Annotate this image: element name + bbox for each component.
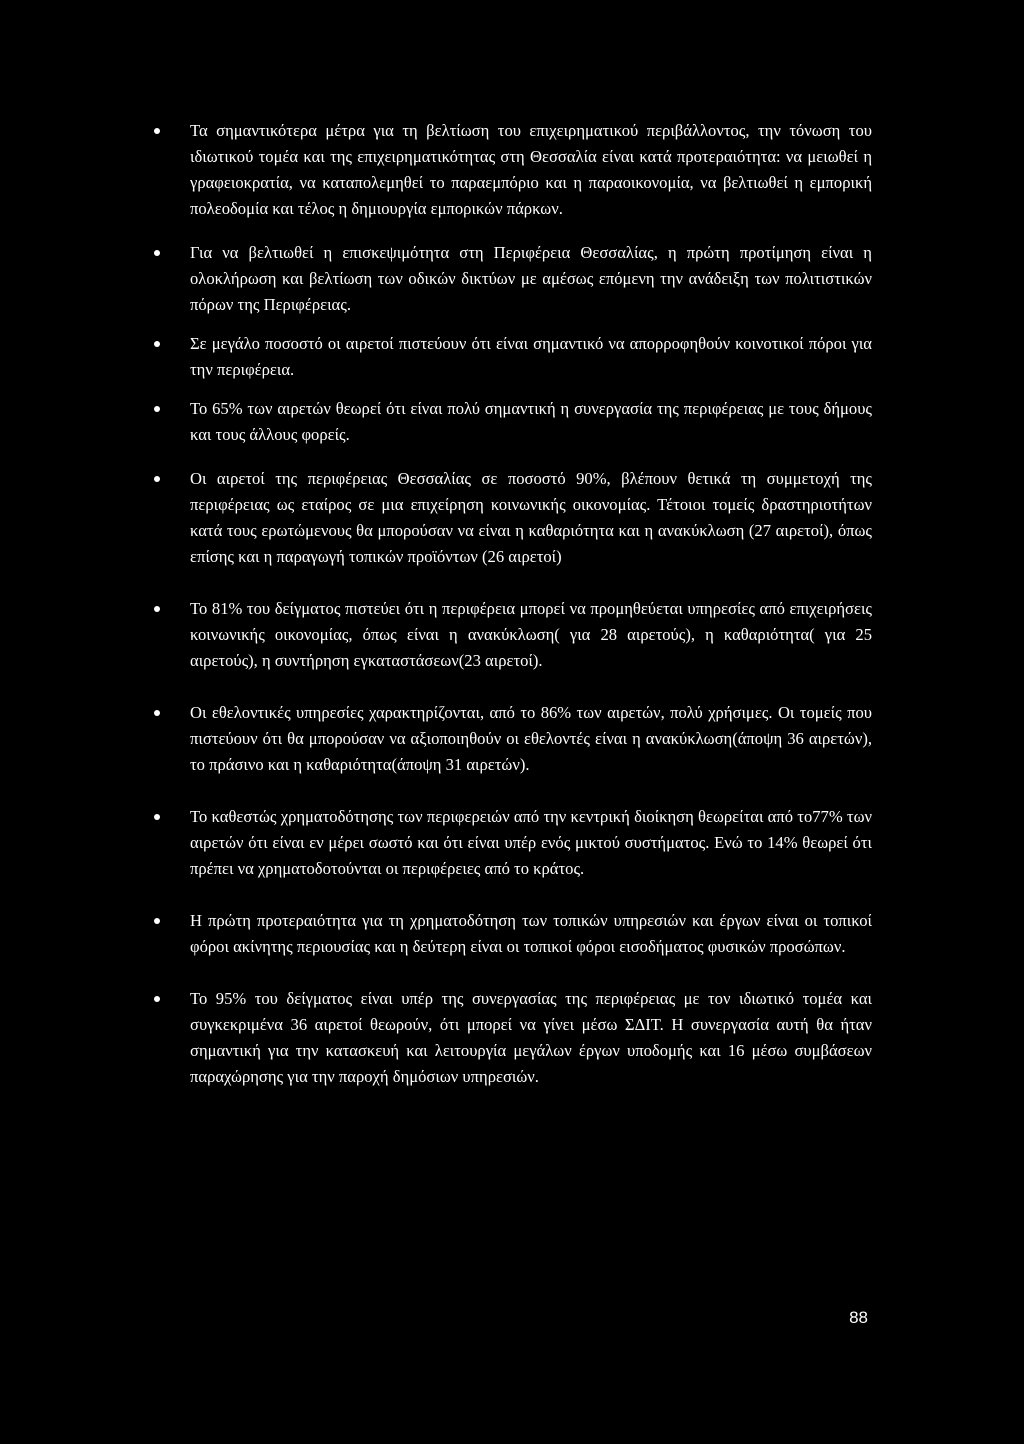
bullet-text-3: Σε μεγάλο ποσοστό οι αιρετοί πιστεύουν ότι είναι σημαντικό να απορροφηθούν κοινοτικοί πόροι για την περιφέρεια.	[190, 334, 872, 379]
bullet-dot-icon	[154, 476, 160, 482]
bullet-text-5: Οι αιρετοί της περιφέρειας Θεσσαλίας σε ποσοστό 90%, βλέπουν θετικά τη συμμετοχή της περιφέρειας ως εταίρος σε μια επιχείρηση κοινωνικής οικονομίας. Τέτοιοι τομείς δραστηριοτήτων κατά τους ερωτώμενους θα μπορούσαν να είναι η καθαριότητα και η ανακύκλωση (27 αιρετοί), όπως επίσης και η παραγωγή τοπικών προϊόντων (26 αιρετοί)	[190, 469, 872, 566]
bullet-text-7: Οι εθελοντικές υπηρεσίες χαρακτηρίζονται, από το 86% των αιρετών, πολύ χρήσιμες. Οι τομείς που πιστεύουν ότι θα μπορούσαν να αξιοποιηθούν οι εθελοντές είναι η ανακύκλωση(άποψη 36 αιρετών), το πράσινο και η καθαριότητα(άποψη 31 αιρετών).	[190, 703, 872, 774]
bullet-list	[152, 118, 872, 1103]
bullet-text-8: Το καθεστώς χρηματοδότησης των περιφερειών από την κεντρική διοίκηση θεωρείται από το77% των αιρετών ότι είναι εν μέρει σωστό και ότι είναι υπέρ ενός μικτού συστήματος. Ενώ το 14% θεωρεί ότι πρέπει να χρηματοδοτούνται οι περιφέρειες από το κράτος.	[190, 807, 872, 878]
bullet-dot-icon	[154, 341, 160, 347]
bullet-item-2	[152, 240, 872, 318]
bullet-dot-icon	[154, 606, 160, 612]
bullet-dot-icon	[154, 710, 160, 716]
bullet-item-8	[152, 804, 872, 882]
bullet-text-9: Η πρώτη προτεραιότητα για τη χρηματοδότηση των τοπικών υπηρεσιών και έργων είναι οι τοπικοί φόροι ακίνητης περιουσίας και η δεύτερη είναι οι τοπικοί φόροι εισοδήματος φυσικών προσώπων.	[190, 911, 872, 956]
page-number: 88	[849, 1308, 868, 1327]
bullet-dot-icon	[154, 406, 160, 412]
bullet-text-2: Για να βελτιωθεί η επισκεψιμότητα στη Περιφέρεια Θεσσαλίας, η πρώτη προτίμηση είναι η ολοκλήρωση και βελτίωση των οδικών δικτύων με αμέσως επόμενη την ανάδειξη των πολιτιστικών πόρων της Περιφέρειας.	[190, 243, 872, 314]
bullet-text-6: Το 81% του δείγματος πιστεύει ότι η περιφέρεια μπορεί να προμηθεύεται υπηρεσίες από επιχειρήσεις κοινωνικής οικονομίας, όπως είναι η ανακύκλωση( για 28 αιρετούς), η καθαριότητα( για 25 αιρετούς), η συντήρηση εγκαταστάσεων(23 αιρετοί).	[190, 599, 872, 670]
bullet-dot-icon	[154, 128, 160, 134]
bullet-dot-icon	[154, 918, 160, 924]
bullet-text-10: Το 95% του δείγματος είναι υπέρ της συνεργασίας της περιφέρειας με τον ιδιωτικό τομέα και συγκεκριμένα 36 αιρετοί θεωρούν, ότι μπορεί να γίνει μέσω ΣΔΙΤ. Η συνεργασία αυτή θα ήταν σημαντική για την κατασκευή και λειτουργία μεγάλων έργων υποδομής και 16 μέσω συμβάσεων παραχώρησης για την παροχή δημόσιων υπηρεσιών.	[190, 989, 872, 1086]
bullet-item-1	[152, 118, 872, 222]
bullet-item-7	[152, 700, 872, 778]
bullet-dot-icon	[154, 814, 160, 820]
bullet-text-4: Το 65% των αιρετών θεωρεί ότι είναι πολύ σημαντική η συνεργασία της περιφέρειας με τους δήμους και τους άλλους φορείς.	[190, 399, 872, 444]
bullet-item-9	[152, 908, 872, 960]
bullet-text-1: Τα σημαντικότερα μέτρα για τη βελτίωση του επιχειρηματικού περιβάλλοντος, την τόνωση του ιδιωτικού τομέα και της επιχειρηματικότητας στη Θεσσαλία είναι κατά προτεραιότητα: να μειωθεί η γραφειοκρατία, να καταπολεμηθεί το παραεμπόριο και η παραοικονομία, να βελτιωθεί η εμπορική πολεοδομία και τέλος η δημιουργία εμπορικών πάρκων.	[190, 121, 872, 218]
bullet-item-10	[152, 986, 872, 1090]
bullet-dot-icon	[154, 250, 160, 256]
bullet-item-5	[152, 466, 872, 570]
bullet-item-3	[152, 331, 872, 383]
bullet-dot-icon	[154, 996, 160, 1002]
bullet-item-6	[152, 596, 872, 674]
bullet-item-4	[152, 396, 872, 448]
